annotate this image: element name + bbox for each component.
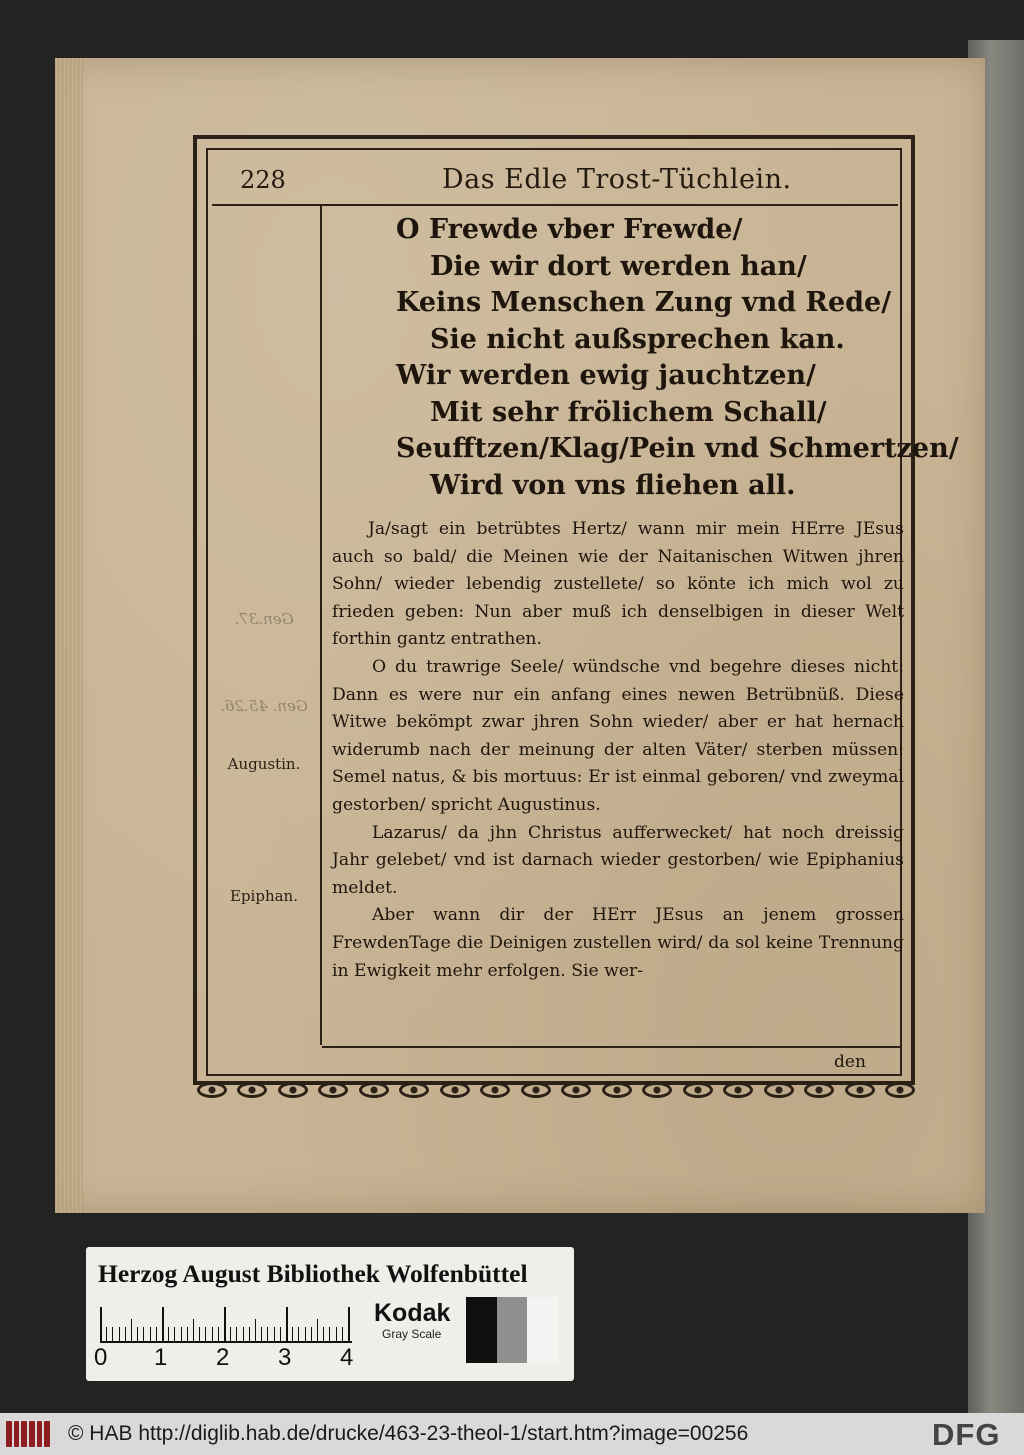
ruler-tick bbox=[143, 1327, 144, 1341]
footer-bar bbox=[0, 1413, 1024, 1455]
ruler-tick bbox=[292, 1327, 293, 1341]
ruler-tick bbox=[329, 1327, 330, 1341]
kodak-logo: Kodak bbox=[374, 1299, 451, 1327]
page-header bbox=[212, 158, 898, 206]
ruler-tick bbox=[119, 1327, 120, 1341]
ruler-label: 1 bbox=[154, 1344, 168, 1371]
verse-line: O Frewde vber Frewde/ bbox=[396, 214, 743, 245]
dfg-logo: DFG bbox=[932, 1417, 1001, 1452]
ornament-icon bbox=[440, 1082, 470, 1098]
ruler-tick bbox=[150, 1327, 151, 1341]
ornament-icon bbox=[521, 1082, 551, 1098]
ornament-icon bbox=[642, 1082, 672, 1098]
verse-line: Keins Menschen Zung vnd Rede/ bbox=[396, 287, 892, 318]
ornament-border bbox=[197, 1076, 915, 1104]
ruler-tick bbox=[243, 1327, 244, 1341]
ruler-tick bbox=[106, 1327, 107, 1341]
ruler-tick bbox=[249, 1327, 250, 1341]
ruler-tick bbox=[298, 1327, 299, 1341]
catchword: den bbox=[834, 1052, 866, 1072]
margin-note-bleedthrough: Gen.37. bbox=[234, 610, 294, 628]
margin-note-epiphan: Epiphan. bbox=[230, 887, 298, 905]
library-name: Herzog August Bibliothek Wolfenbüttel bbox=[98, 1259, 528, 1288]
ruler-labels bbox=[94, 1344, 364, 1374]
ruler-tick bbox=[336, 1327, 337, 1341]
ornament-icon bbox=[723, 1082, 753, 1098]
ruler-tick bbox=[348, 1307, 350, 1341]
ornament-icon bbox=[318, 1082, 348, 1098]
ornament-icon bbox=[561, 1082, 591, 1098]
ruler-tick bbox=[261, 1327, 262, 1341]
ruler-tick bbox=[112, 1327, 113, 1341]
ruler-tick bbox=[212, 1327, 213, 1341]
ruler-tick bbox=[205, 1327, 206, 1341]
running-title: Das Edle Trost-Tüchlein. bbox=[442, 164, 792, 195]
margin-notes bbox=[212, 205, 316, 1045]
ruler-tick bbox=[162, 1307, 164, 1341]
ruler-tick bbox=[187, 1327, 188, 1341]
ornament-icon bbox=[278, 1082, 308, 1098]
copyright-url: © HAB http://diglib.hab.de/drucke/463-23-theol-1/start.htm?image=00256 bbox=[68, 1422, 749, 1445]
ruler-tick bbox=[274, 1327, 275, 1341]
ornament-icon bbox=[764, 1082, 794, 1098]
ornament-icon bbox=[359, 1082, 389, 1098]
ruler-tick bbox=[125, 1327, 126, 1341]
verse-line: Seufftzen/Klag/Pein vnd Schmertzen/ bbox=[396, 433, 959, 464]
swatch-gray bbox=[497, 1297, 528, 1363]
paragraph: Aber wann dir der HErr JEsus an jenem grossen FrewdenTage die Deinigen zustellen wird/ da sol keine Trennung in Ewigkeit mehr erfolgen. Sie wer- bbox=[332, 905, 904, 981]
ornament-icon bbox=[237, 1082, 267, 1098]
ruler-label: 2 bbox=[216, 1344, 230, 1371]
ruler-tick bbox=[342, 1327, 343, 1341]
swatch-white bbox=[527, 1297, 558, 1363]
cm-ruler bbox=[100, 1305, 352, 1343]
ornament-icon bbox=[480, 1082, 510, 1098]
margin-note-bleedthrough: Gen. 45.26. bbox=[220, 697, 308, 715]
verse-line: Wir werden ewig jauchtzen/ bbox=[396, 360, 816, 391]
ornament-icon bbox=[602, 1082, 632, 1098]
bottom-rule bbox=[322, 1046, 902, 1048]
ornament-icon bbox=[683, 1082, 713, 1098]
ruler-tick bbox=[199, 1327, 200, 1341]
ruler-tick bbox=[224, 1307, 226, 1341]
ruler-tick bbox=[255, 1319, 256, 1341]
page-fore-edge bbox=[55, 58, 83, 1213]
text-column bbox=[332, 212, 959, 985]
margin-note-augustin: Augustin. bbox=[227, 755, 301, 773]
ruler-tick bbox=[156, 1327, 157, 1341]
ruler-tick bbox=[218, 1327, 219, 1341]
verse-line: Sie nicht außsprechen kan. bbox=[430, 323, 845, 355]
ruler-tick bbox=[181, 1327, 182, 1341]
paragraph: Ja/sagt ein betrübtes Hertz/ wann mir mein HErre JEsus auch so bald/ die Meinen wie der Naitanischen Witwen jhren Sohn/ wieder lebendig zustellete/ so könte ich mich wol zu frieden geben: Nun aber muß ich denselbigen in dieser Welt forthin gantz entrathen. bbox=[332, 519, 904, 650]
ornament-icon bbox=[197, 1082, 227, 1098]
ruler-label: 3 bbox=[278, 1344, 292, 1371]
ruler-tick bbox=[131, 1319, 132, 1341]
ruler-tick bbox=[230, 1327, 231, 1341]
page-number: 228 bbox=[240, 166, 286, 194]
ruler-tick bbox=[193, 1319, 194, 1341]
ruler-tick bbox=[280, 1327, 281, 1341]
ornament-icon bbox=[804, 1082, 834, 1098]
ruler-tick bbox=[174, 1327, 175, 1341]
ruler-tick bbox=[311, 1327, 312, 1341]
margin-column-rule bbox=[320, 205, 322, 1045]
ruler-tick bbox=[100, 1307, 102, 1341]
verse-line: Wird von vns fliehen all. bbox=[430, 469, 796, 501]
ruler-label: 0 bbox=[94, 1344, 108, 1371]
swatch-black bbox=[466, 1297, 497, 1363]
paragraph: O du trawrige Seele/ wündsche vnd begehre dieses nicht: Dann es were nur ein anfang eines newen Betrübnüß. Diese Witwe bekömpt zwar jhren Sohn wieder/ aber er hat hernach widerumb nach der meinung der alten Väter/ sterben müssen: Semel natus, & bis mortuus: Er ist einmal geboren/ vnd zweymal gestorben/ spricht Augustinus. bbox=[332, 656, 904, 815]
gray-scale-label: Gray Scale bbox=[382, 1327, 442, 1341]
verse-line: Die wir dort werden han/ bbox=[430, 250, 807, 282]
ruler-tick bbox=[236, 1327, 237, 1341]
paragraph: Lazarus/ da jhn Christus aufferwecket/ hat noch dreissig Jahr gelebet/ vnd ist darnach wieder gestorben/ wie Epiphanius meldet. bbox=[332, 822, 904, 898]
hab-logo-icon bbox=[6, 1421, 50, 1447]
ruler-tick bbox=[305, 1327, 306, 1341]
ruler-tick bbox=[168, 1327, 169, 1341]
ruler-tick bbox=[317, 1319, 318, 1341]
ruler-tick bbox=[323, 1327, 324, 1341]
ruler-tick bbox=[267, 1327, 268, 1341]
ornament-icon bbox=[885, 1082, 915, 1098]
ornament-icon bbox=[399, 1082, 429, 1098]
ruler-tick bbox=[286, 1307, 288, 1341]
verse-line: Mit sehr frölichem Schall/ bbox=[430, 396, 827, 428]
ruler-label: 4 bbox=[340, 1344, 354, 1371]
prose-body bbox=[332, 516, 904, 985]
ornament-icon bbox=[845, 1082, 875, 1098]
hymn-verse bbox=[332, 212, 959, 504]
ruler-tick bbox=[137, 1327, 138, 1341]
color-scale-card bbox=[86, 1247, 574, 1381]
gray-swatches bbox=[466, 1297, 558, 1363]
